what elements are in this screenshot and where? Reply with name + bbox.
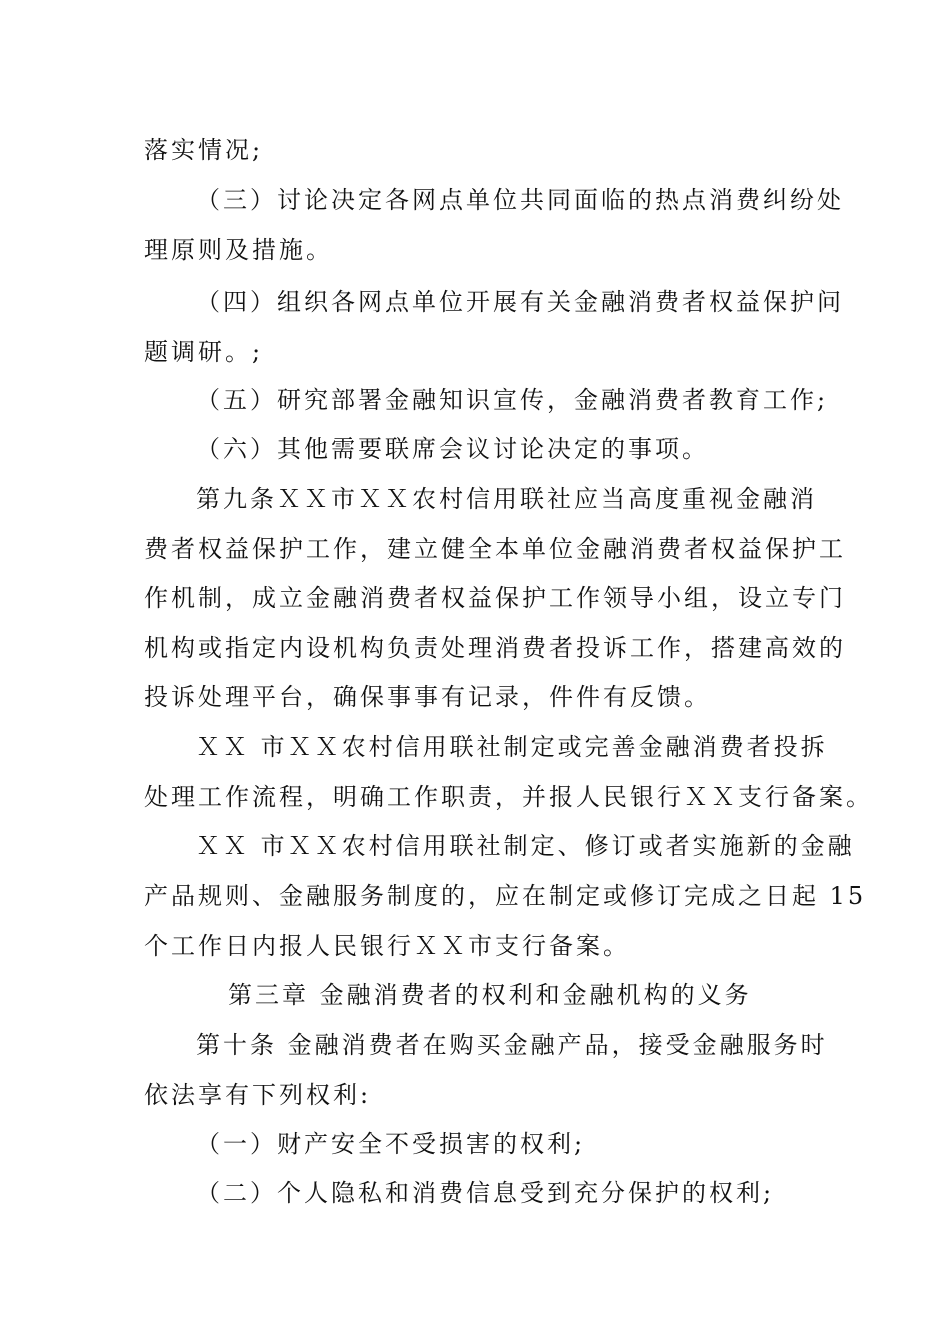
text-line: ＸＸ 市ＸＸ农村信用联社制定、修订或者实施新的金融 xyxy=(196,832,855,860)
text-line: 题调研。; xyxy=(144,338,264,366)
text-line: （四）组织各网点单位开展有关金融消费者权益保护问 xyxy=(196,288,844,316)
text-line: （六）其他需要联席会议讨论决定的事项。 xyxy=(196,435,709,463)
text-line: 依法享有下列权利: xyxy=(144,1081,372,1109)
text-line: ＸＸ 市ＸＸ农村信用联社制定或完善金融消费者投拆 xyxy=(196,733,828,761)
text-line: （二）个人隐私和消费信息受到充分保护的权利; xyxy=(196,1179,775,1207)
text-line: （一）财产安全不受损害的权利; xyxy=(196,1130,586,1158)
text-line: 投诉处理平台，确保事事有记录，件件有反馈。 xyxy=(144,683,711,711)
text-line: 理原则及措施。 xyxy=(144,236,333,264)
text-line: 第九条ＸＸ市ＸＸ农村信用联社应当高度重视金融消 xyxy=(196,485,817,513)
text-line: 个工作日内报人民银行ＸＸ市支行备案。 xyxy=(144,932,630,960)
text-line: 机构或指定内设机构负责处理消费者投诉工作，搭建高效的 xyxy=(144,634,846,662)
chapter-heading: 第三章 金融消费者的权利和金融机构的义务 xyxy=(228,981,752,1009)
text-line: 产品规则、金融服务制度的，应在制定或修订完成之日起 15 xyxy=(144,882,867,910)
text-line: 费者权益保护工作，建立健全本单位金融消费者权益保护工 xyxy=(144,535,846,563)
text-line: 第十条 金融消费者在购买金融产品，接受金融服务时 xyxy=(196,1031,828,1059)
text-line: （三）讨论决定各网点单位共同面临的热点消费纠纷处 xyxy=(196,186,844,214)
text-line: 落实情况; xyxy=(144,136,264,164)
text-line: 作机制，成立金融消费者权益保护工作领导小组，设立专门 xyxy=(144,584,846,612)
text-line: 处理工作流程，明确工作职责，并报人民银行ＸＸ支行备案。 xyxy=(144,783,873,811)
text-line: （五）研究部署金融知识宣传，金融消费者教育工作; xyxy=(196,386,829,414)
